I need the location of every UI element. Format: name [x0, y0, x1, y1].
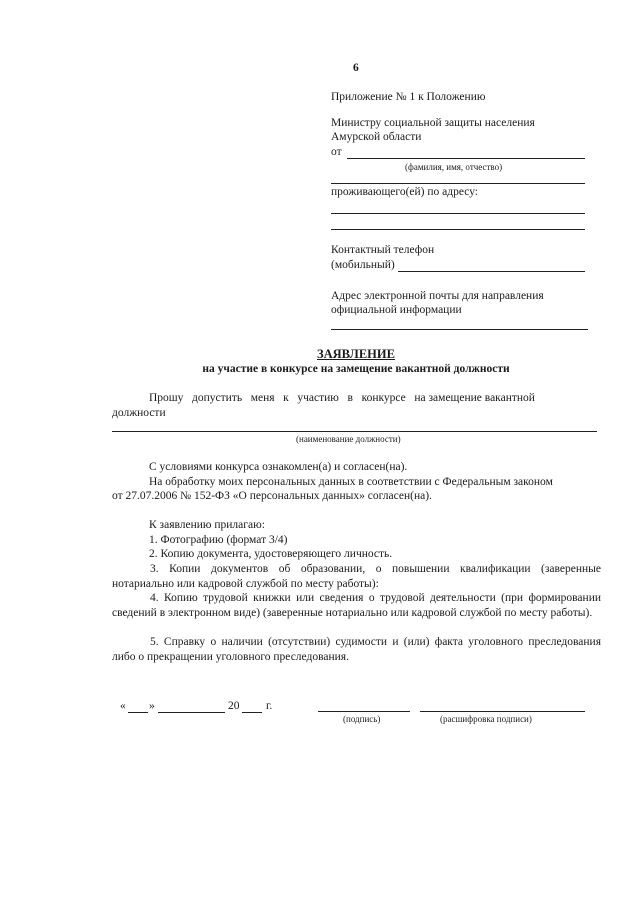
consent-personal-data-2: от 27.07.2006 № 152-ФЗ «О персональных данных» согласен(на).	[112, 490, 432, 502]
date-open-quote: «	[120, 700, 126, 712]
consent-personal-data-1: На обработку моих персональных данных в соответствии с Федеральным законом	[149, 476, 553, 488]
fio-extra-line[interactable]	[331, 183, 585, 184]
from-label: от	[331, 146, 342, 158]
addressee-line1: Министру социальной защиты населения	[331, 117, 535, 129]
signature-note: (подпись)	[343, 714, 381, 724]
attachment-item-2: 2. Копию документа, удостоверяющего личность.	[149, 548, 393, 560]
attachment-item-4-text: 4. Копию трудовой книжки или сведения о трудовой деятельности (при формировании сведений в электронном виде) (заверенные нотариально или кадровой службой по месту работы).	[112, 592, 601, 619]
attachment-item-1: 1. Фотографию (формат 3/4)	[149, 534, 288, 546]
request-line2: должности	[112, 407, 166, 419]
email-label-1: Адрес электронной почты для направления	[331, 290, 544, 302]
attachment-item-5-text: 5. Справку о наличии (отсутствии) судимости и (или) факта уголовного преследования либо о прекращении уголовного преследования.	[112, 636, 601, 663]
phone-label-2: (мобильный)	[331, 259, 395, 271]
document-title: ЗАЯВЛЕНИЕ	[317, 347, 395, 361]
addressee-line2: Амурской области	[331, 131, 422, 143]
page-number: 6	[353, 62, 359, 74]
consent-conditions: С условиями конкурса ознакомлен(а) и согласен(на).	[149, 461, 408, 473]
phone-field-line[interactable]	[398, 271, 585, 272]
attachment-item-5	[112, 635, 601, 665]
appendix-label: Приложение № 1 к Положению	[331, 91, 486, 103]
signature-decode-note: (расшифровка подписи)	[440, 714, 532, 724]
position-note: (наименование должности)	[296, 434, 401, 444]
year-prefix: 20	[228, 700, 240, 712]
residing-label: проживающего(ей) по адресу:	[331, 186, 478, 198]
document-subtitle: на участие в конкурсе на замещение вакантной должности	[202, 363, 510, 375]
email-label-2: официальной информации	[331, 304, 462, 316]
fio-note: (фамилия, имя, отчество)	[405, 162, 503, 172]
date-year-line[interactable]	[242, 712, 262, 713]
phone-label-1: Контактный телефон	[331, 244, 435, 256]
signature-decode-line[interactable]	[420, 711, 585, 712]
date-month-line[interactable]	[158, 712, 225, 713]
attachment-item-4	[112, 591, 601, 621]
email-field-line[interactable]	[331, 329, 588, 330]
year-suffix: г.	[266, 700, 273, 712]
signature-line[interactable]	[318, 711, 410, 712]
fio-field-line[interactable]	[347, 158, 585, 159]
address-line-1[interactable]	[331, 213, 585, 214]
request-line1: Прошу допустить меня к участию в конкурсе на замещение вакантной	[149, 392, 535, 404]
attachment-item-3-text: 3. Копии документов об образовании, о повышении квалификации (заверенные нотариально или кадровой службой по месту работы):	[112, 563, 601, 590]
date-day-line[interactable]	[128, 712, 148, 713]
date-close-quote: »	[149, 700, 155, 712]
attachment-item-3	[112, 562, 601, 592]
address-line-2[interactable]	[331, 229, 585, 230]
attachments-intro: К заявлению прилагаю:	[149, 519, 265, 531]
position-field-line[interactable]	[112, 431, 597, 432]
